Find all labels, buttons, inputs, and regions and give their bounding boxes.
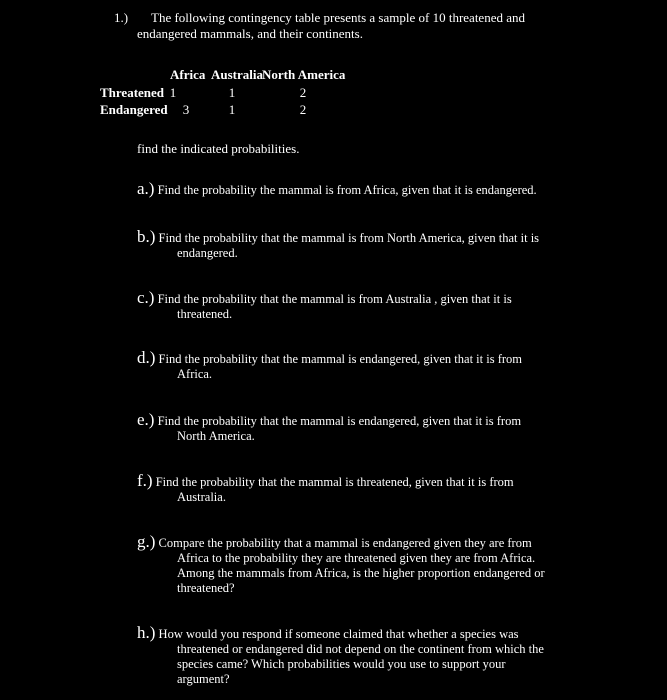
column-header-australia: Australia [211,67,263,82]
question-text: Find the probability that the mammal is endangered, given that it is from [157,414,522,428]
question-letter: h.) [137,623,156,642]
question-e [137,412,567,444]
question-f [137,473,567,505]
intro-line-1: The following contingency table presents a sample of 10 threatened and [151,10,525,25]
intro-line-2: endangered mammals, and their continents. [137,26,363,41]
table-cell: 1 [228,102,236,117]
question-text: How would you respond if someone claimed that whether a species was [158,627,519,641]
question-text: Australia. [177,490,226,504]
problem-number: 1.) [114,10,129,25]
question-a [137,181,567,198]
question-text: Find the probability that the mammal is endangered, given that it is from [158,352,523,366]
question-text: endangered. [177,246,238,260]
problem-intro [137,10,557,42]
table-cell: 2 [299,85,307,100]
table-cell: 2 [299,102,307,117]
row-label-endangered: Endangered [100,102,168,117]
question-text: Africa. [177,367,213,381]
question-letter: e.) [137,410,155,429]
question-g [137,534,567,596]
question-text: Compare the probability that a mammal is endangered given they are from [158,536,532,550]
question-text: threatened. [177,307,233,321]
question-text: Find the probability that the mammal is threatened, given that it is from [155,475,514,489]
question-b [137,229,567,261]
column-header-africa: Africa [170,67,206,82]
question-text: Find the probability the mammal is from Africa, given that it is endangered. [157,183,537,197]
question-text: species came? Which probabilities would you use to support your [177,657,506,671]
question-d [137,350,567,382]
instruction-text: find the indicated probabilities. [137,141,300,156]
column-header-north-america: North America [262,67,346,82]
question-letter: b.) [137,227,156,246]
question-letter: f.) [137,471,153,490]
question-letter: a.) [137,179,155,198]
table-cell: 1 [228,85,236,100]
question-text: Find the probability that the mammal is from Australia , given that it is [157,292,512,306]
table-cell: 3 [182,102,190,117]
row-label-threatened: Threatened [100,85,165,100]
question-text: Among the mammals from Africa, is the higher proportion endangered or [177,566,545,580]
question-text: argument? [177,672,230,686]
question-letter: d.) [137,348,156,367]
question-text: threatened or endangered did not depend on the continent from which the [177,642,544,656]
table-cell: 1 [169,85,177,100]
question-c [137,290,567,322]
question-text: North America. [177,429,255,443]
question-text: Africa to the probability they are threatened given they are from Africa. [177,551,536,565]
question-h [137,625,567,687]
question-text: threatened? [177,581,235,595]
question-letter: c.) [137,288,155,307]
question-letter: g.) [137,532,156,551]
question-text: Find the probability that the mammal is from North America, given that it is [158,231,540,245]
